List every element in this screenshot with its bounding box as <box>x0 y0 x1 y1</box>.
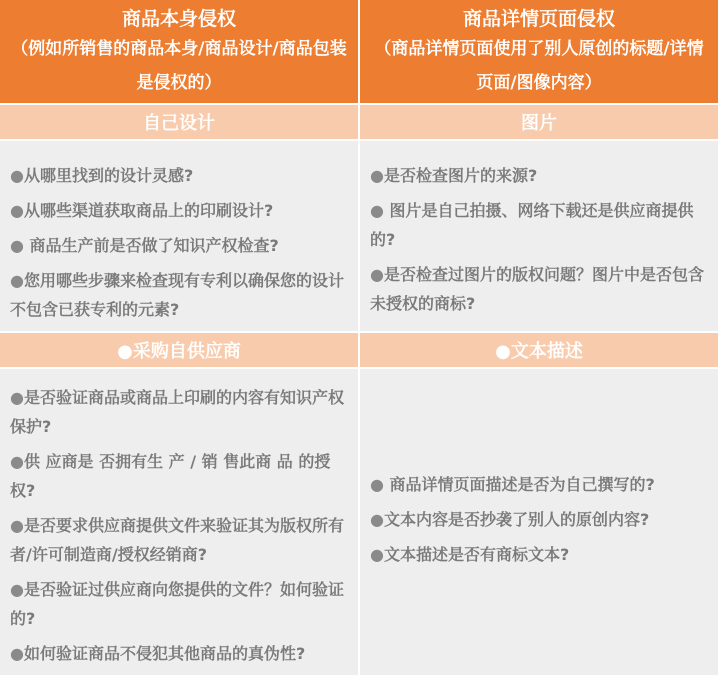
right-header <box>360 0 718 103</box>
question-text: 商品生产前是否做了知识产权检查? <box>23 236 279 255</box>
bullet-icon: ● <box>10 516 24 535</box>
question-text: 文本内容是否抄袭了别人的原创内容? <box>383 509 650 529</box>
question-text: 商品详情页面描述是否为自己撰写的? <box>383 474 655 494</box>
question-item <box>10 196 346 225</box>
bullet-icon: ● <box>370 265 384 284</box>
question-text: 您用哪些步骤来检查现有专利以确保您的设计不包含已获专利的元素? <box>10 271 344 319</box>
bullet-icon: ● <box>370 544 384 564</box>
bullet-icon: ● <box>10 201 24 220</box>
right-section1-title: 图片 <box>360 105 718 139</box>
right-section2-title: ●文本描述 <box>360 333 718 367</box>
left-section2-title: ●采购自供应商 <box>0 333 358 367</box>
question-item <box>370 196 706 254</box>
left-section2-body <box>0 369 358 675</box>
bullet-icon: ● <box>10 166 24 185</box>
bullet-icon: ● <box>370 509 384 529</box>
left-section1-body <box>0 141 358 331</box>
question-text: 从哪里找到的设计灵感? <box>23 166 194 185</box>
question-item <box>10 511 346 569</box>
question-text: 如何验证商品不侵犯其他商品的真伪性? <box>23 644 306 663</box>
bullet-icon: ● <box>370 166 384 185</box>
question-item <box>10 383 346 441</box>
bullet-icon: ● <box>10 271 24 290</box>
question-item <box>370 161 706 190</box>
question-item <box>10 575 346 633</box>
bullet-icon: ● <box>370 474 384 494</box>
right-section1-body <box>360 141 718 331</box>
question-item <box>10 266 346 324</box>
right-header-title: 商品详情页面侵权 <box>462 8 615 30</box>
question-item <box>10 231 346 260</box>
question-text: 是否验证商品或商品上印刷的内容有知识产权保护? <box>10 388 344 436</box>
question-item <box>10 161 346 190</box>
question-item <box>370 260 706 318</box>
bullet-icon: ● <box>10 580 24 599</box>
bullet-icon: ● <box>10 388 24 407</box>
left-header <box>0 0 358 103</box>
question-item <box>10 447 346 505</box>
question-text: 是否验证过供应商向您提供的文件？如何验证的? <box>10 580 344 628</box>
question-text: 从哪些渠道获取商品上的印刷设计? <box>23 201 274 220</box>
left-header-subtitle: （例如所销售的商品本身/商品设计/商品包装是侵权的） <box>11 39 347 93</box>
question-text: 是否检查过图片的版权问题？图片中是否包含未授权的商标? <box>370 265 704 313</box>
question-item <box>370 470 706 499</box>
bullet-icon: ● <box>370 201 384 220</box>
question-item <box>370 505 706 534</box>
question-item <box>10 639 346 668</box>
right-section2-body <box>360 369 718 675</box>
question-text: 是否检查图片的来源? <box>383 166 538 185</box>
question-text: 供 应商是 否拥有生 产 / 销 售此商 品 的授权? <box>10 452 331 500</box>
question-text: 文本描述是否有商标文本? <box>383 544 570 564</box>
bullet-icon: ● <box>10 644 24 663</box>
left-header-title: 商品本身侵权 <box>121 8 236 30</box>
right-header-subtitle: （商品详情页面使用了别人原创的标题/详情页面/图像内容） <box>374 39 704 93</box>
bullet-icon: ● <box>10 452 24 471</box>
bullet-icon: ● <box>10 236 24 255</box>
question-text: 图片是自己拍摄、网络下载还是供应商提供的? <box>370 201 694 249</box>
left-section1-title: 自己设计 <box>0 105 358 139</box>
question-item <box>370 540 706 569</box>
question-text: 是否要求供应商提供文件来验证其为版权所有者/许可制造商/授权经销商? <box>10 516 344 564</box>
